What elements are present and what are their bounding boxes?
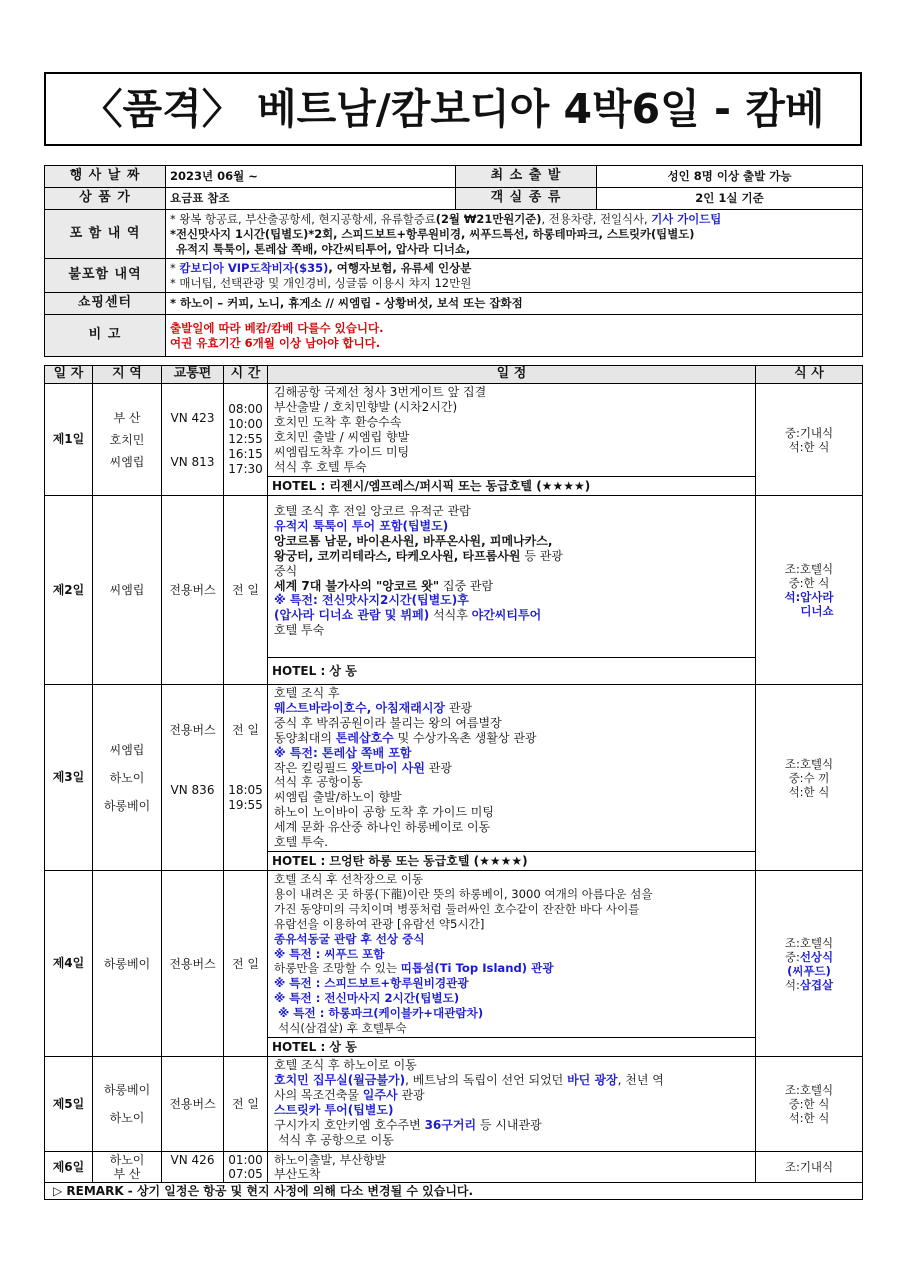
- day5-line-2b: , 베트남의 독립이 선언 되었던: [405, 1072, 568, 1087]
- day4-region: 하롱베이: [93, 871, 162, 1057]
- day3-line-1: 호텔 조식 후: [274, 686, 340, 700]
- day1-schedule: [268, 384, 756, 477]
- day2-line-5: 중식: [274, 563, 298, 578]
- day3-meal-1: 조:호텔식: [784, 756, 834, 771]
- day2-line-4a: 왕궁터, 코끼리테라스, 타케오사원, 타프롬사원: [274, 548, 521, 563]
- day1-times: [224, 384, 268, 496]
- day3-transport: 전용버스: [169, 723, 216, 737]
- day3-time-cell: [224, 685, 268, 871]
- day4-meal-2: [785, 950, 833, 964]
- day6-times: [224, 1152, 268, 1183]
- header-time: 시 간: [224, 366, 268, 384]
- day6-time-2: 07:05: [228, 1167, 263, 1181]
- day5-line-3c: 관광: [397, 1087, 425, 1102]
- excl-line1b: , 여행자보험, 유류세 인상분: [328, 261, 472, 275]
- day4-line-7b: 띠톱섬(Ti Top Island) 관광: [400, 961, 554, 976]
- day6-label: 제6일: [45, 1152, 93, 1183]
- day2-line-9: 호텔 투숙: [274, 623, 325, 638]
- day1-meal-2: 석:한 식: [788, 439, 830, 454]
- note-label: 비 고: [45, 315, 166, 357]
- day3-regions: [93, 685, 162, 871]
- day2-line-2: 유적지 툭툭이 투어 포함(팁별도): [274, 518, 449, 533]
- day5-transport: 전용버스: [162, 1057, 224, 1152]
- day5-meal-1: 조:호텔식: [784, 1083, 834, 1097]
- day1-label: 제1일: [45, 384, 93, 496]
- day2-line-6b: 집중 관람: [439, 578, 494, 593]
- day5-line-5b: 36구거리: [424, 1117, 477, 1132]
- header-transport: 교통편: [162, 366, 224, 384]
- day4-hotel: HOTEL : 상 동: [268, 1038, 756, 1057]
- day1-line-1: 김해공항 국제선 청사 3번게이트 앞 집결: [274, 385, 487, 399]
- day6-line-1: 하노이출발, 부산향발: [274, 1153, 386, 1167]
- day2-line-1: 호텔 조식 후 전일 앙코르 유적군 관람: [274, 504, 471, 518]
- day4-line-3: 가진 동양미의 극치이며 병풍처럼 둘러싸인 호수같이 잔잔한 바다 사이를: [274, 901, 640, 916]
- day6-line-2: 부산도착: [274, 1167, 321, 1181]
- day3-line-8: 씨엠립 출발/하노이 향발: [274, 790, 402, 805]
- day1-time-4: 16:15: [228, 446, 263, 461]
- day1-time-5: 17:30: [228, 461, 263, 476]
- day2-line-4b: 등 관광: [520, 548, 563, 563]
- day1-region-2: 호치민: [109, 432, 145, 447]
- day2-meal-3-text: 석:압사라: [784, 590, 834, 604]
- day2-hotel: HOTEL : 상 동: [268, 658, 756, 685]
- day5-schedule: [268, 1057, 756, 1152]
- incl-label: 포 함 내 역: [45, 210, 166, 259]
- day3-line-6c: 관광: [424, 760, 452, 775]
- day6-schedule: [268, 1152, 756, 1183]
- day3-line-11: 호텔 투숙.: [274, 835, 328, 850]
- day6-meal: 조:기내식: [756, 1152, 863, 1183]
- day5-line-4: 스트릿카 투어(팁별도): [274, 1102, 394, 1117]
- day3-transport-cell: [162, 685, 224, 871]
- day1-line-2: 부산출발 / 호치민향발 (시차2시간): [274, 399, 458, 414]
- day1-time-1: 08:00: [228, 402, 263, 417]
- day5-meals: [756, 1057, 863, 1152]
- page-title: 〈품격〉 베트남/캄보디아 4박6일 - 캄베: [44, 72, 862, 146]
- day1-regions: [93, 384, 162, 496]
- incl-line1b: (2월 ₩21만원기준): [435, 211, 542, 226]
- header-day: 일 자: [45, 366, 93, 384]
- day5-line-1: 호텔 조식 후 하노이로 이동: [274, 1058, 417, 1072]
- day4-label: 제4일: [45, 871, 93, 1057]
- header-region: 지 역: [93, 366, 162, 384]
- day4-transport: 전용버스: [162, 871, 224, 1057]
- day3-meal-3: 석:한 식: [788, 784, 830, 799]
- day5-line-5c: 등 시내관광: [476, 1117, 542, 1132]
- day4-meal-2b: 선상식: [799, 949, 834, 964]
- min-label: 최 소 출 발: [456, 166, 597, 188]
- day4-line-2: 용이 내려온 곳 하롱(下龍)이란 뜻의 하롱베이, 3000 여개의 아름다운 섬을: [274, 886, 653, 901]
- day4-schedule: [268, 871, 756, 1038]
- excl-label: 불포함 내역: [45, 259, 166, 293]
- day2-time: 전 일: [224, 496, 268, 685]
- day3-line-9: 하노이 노이바이 공항 도착 후 가이드 미팅: [274, 805, 494, 820]
- day1-meals: [756, 384, 863, 496]
- excl-line2: * 매너팁, 선택관광 및 개인경비, 싱글룸 이용시 챠지 12만원: [170, 275, 472, 290]
- day4-meal-4b: 삼겹살: [799, 977, 834, 992]
- day5-line-6: 석식 후 공항으로 이동: [278, 1132, 394, 1147]
- day3-region-1: 씨엠립: [109, 742, 145, 757]
- day4-time: 전 일: [224, 871, 268, 1057]
- day5-meal-2: 중:한 식: [788, 1097, 830, 1111]
- incl-line1c: , 전용차량, 전일식사,: [541, 211, 652, 226]
- day3-line-5: ※ 특전: 톤레삽 쪽배 포함: [274, 745, 412, 760]
- day4-line-6: ※ 특전 : 씨푸드 포함: [274, 946, 385, 961]
- day5-line-2d: , 천년 역: [617, 1072, 664, 1087]
- note-line1: 출발일에 따라 베캄/캄베 다를수 있습니다.: [170, 321, 384, 335]
- day5-region-1: 하롱베이: [103, 1083, 151, 1097]
- day3-line-4c: 및 수상가옥촌 생활상 관광: [393, 730, 537, 745]
- day2-transport: 전용버스: [162, 496, 224, 685]
- day4-line-11: 석식(삼겹살) 후 호텔투숙: [278, 1021, 407, 1036]
- day4-meal-3: (씨푸드): [787, 963, 831, 978]
- day3-line-3: 중식 후 박쥐공원이라 불리는 왕의 여름별장: [274, 715, 502, 730]
- day2-line-7: ※ 특전: 전신맛사지2시간(팁별도)후: [274, 593, 469, 608]
- day3-meal-2: 중:수 끼: [788, 770, 830, 785]
- day6-region-2: 부 산: [113, 1167, 141, 1181]
- day2-line-6a: 세계 7대 불가사의 "앙코르 왓": [274, 578, 440, 593]
- day5-line-3b: 일주사: [362, 1087, 398, 1102]
- day3-line-2b: 관광: [445, 700, 473, 715]
- day3-time-2: 19:55: [228, 798, 263, 812]
- day4-line-10: ※ 특전 : 하롱파크(케이블카+대관람차): [278, 1006, 484, 1021]
- day1-flight-1: VN 423: [170, 410, 215, 425]
- day3-region-2: 하노이: [109, 770, 145, 785]
- day1-line-3: 호치민 도착 후 환승수속: [274, 414, 402, 429]
- day5-line-3a: 사의 목조건축물: [274, 1087, 363, 1102]
- day5-label: 제5일: [45, 1057, 93, 1152]
- day2-line-8c: 야간씨티투어: [471, 608, 542, 623]
- day2-region: 씨엠립: [93, 496, 162, 685]
- price-label: 상 품 가: [45, 188, 166, 210]
- header-meal: 식 사: [756, 366, 863, 384]
- day3-region-3: 하롱베이: [103, 798, 151, 813]
- day3-line-10: 세계 문화 유산중 하나인 하롱베이로 이동: [274, 820, 491, 835]
- day3-line-7: 석식 후 공항이동: [274, 775, 363, 790]
- day5-line-2c: 바딘 광장: [567, 1072, 618, 1087]
- date-value: 2023년 06월 ~: [166, 166, 456, 188]
- day3-line-4a: 동양최대의: [274, 730, 336, 745]
- day1-time-3: 12:55: [228, 432, 263, 447]
- incl-value: [166, 210, 863, 259]
- day3-line-4b: 톤레삽호수: [335, 730, 394, 745]
- day4-line-8: ※ 특전 : 스피드보트+항루원비경관광: [274, 976, 469, 991]
- day1-region-1: 부 산: [113, 410, 141, 425]
- day4-line-1: 호텔 조식 후 선착장으로 이동: [274, 872, 424, 886]
- day2-meal-1: 조:호텔식: [784, 562, 834, 576]
- day3-label: 제3일: [45, 685, 93, 871]
- day1-region-3: 씨엠립: [109, 454, 145, 469]
- day4-meal-4: [785, 978, 833, 992]
- price-value: 요금표 참조: [166, 188, 456, 210]
- room-label: 객 실 종 류: [456, 188, 597, 210]
- day2-line-8b: 석식후: [429, 608, 472, 623]
- note-value: [166, 315, 863, 357]
- day4-meal-4a: 석:: [784, 977, 800, 992]
- day3-line-2a: 웨스트바라이호수, 아침재래시장: [274, 700, 446, 715]
- day2-line-3: 앙코르톰 남문, 바이욘사원, 바푸온사원, 피메나카스,: [274, 533, 553, 548]
- shop-label: 쇼핑센터: [45, 293, 166, 315]
- day5-regions: [93, 1057, 162, 1152]
- remark: ▷ REMARK - 상기 일정은 항공 및 현지 사정에 의해 다소 변경될 수 있습니다.: [45, 1183, 863, 1200]
- day2-meals: [756, 496, 863, 685]
- day1-flights: [162, 384, 224, 496]
- day2-schedule: [268, 496, 756, 658]
- day3-line-6a: 작은 킬링필드: [274, 760, 352, 775]
- day3-time: 전 일: [232, 723, 259, 737]
- excl-value: [166, 259, 863, 293]
- day5-line-2a: 호치민 집무실(월금불가): [274, 1072, 406, 1087]
- day6-flight: VN 426: [162, 1152, 224, 1183]
- excl-prefix: *: [170, 261, 180, 275]
- day1-line-5: 씨엠립도착후 가이드 미팅: [274, 444, 410, 459]
- day2-meal-3: [784, 590, 833, 604]
- day5-line-5a: 구시가지 호안키엠 호수주변: [274, 1117, 425, 1132]
- incl-line3: 유적지 툭툭이, 톤레삽 쪽배, 야간씨티투어, 압사라 디너쇼,: [176, 241, 471, 256]
- day1-hotel: HOTEL : 리젠시/엠프레스/퍼시픽 또는 동급호텔 (★★★★): [268, 477, 756, 496]
- day3-schedule: [268, 685, 756, 852]
- day1-time-2: 10:00: [228, 417, 263, 432]
- day6-regions: [93, 1152, 162, 1183]
- day1-line-4: 호치민 출발 / 씨엠립 향발: [274, 429, 410, 444]
- day1-flight-2: VN 813: [170, 454, 215, 469]
- room-value: 2인 1실 기준: [597, 188, 863, 210]
- day2-meal-2: 중:한 식: [788, 576, 830, 590]
- day4-line-5: 종유석동굴 관람 후 선상 중식: [274, 931, 425, 946]
- day4-line-7a: 하롱만을 조망할 수 있는: [274, 961, 401, 976]
- excl-line1a: 캄보디아 VIP도착비자($35): [179, 261, 329, 275]
- day2-label: 제2일: [45, 496, 93, 685]
- day1-line-6: 석식 후 호텔 투숙: [274, 459, 367, 474]
- day2-meal-4: 디너쇼: [800, 604, 834, 618]
- day1-meal-1: 중:기내식: [784, 425, 834, 440]
- day3-time-1: 18:05: [228, 783, 263, 797]
- day5-region-2: 하노이: [109, 1111, 145, 1125]
- date-label: 행 사 날 짜: [45, 166, 166, 188]
- day4-line-9: ※ 특전 : 전신마사지 2시간(팁별도): [274, 991, 460, 1006]
- incl-line1d: 기사 가이드팁: [651, 211, 722, 226]
- info-table: [44, 165, 863, 357]
- day4-line-4: 유람선을 이용하여 관광 [유람선 약5시간]: [274, 916, 485, 931]
- day3-meals: [756, 685, 863, 871]
- day3-flight: VN 836: [170, 783, 215, 797]
- day4-meal-1: 조:호텔식: [784, 935, 834, 950]
- shop-value: * 하노이 – 커피, 노니, 휴게소 // 씨엠립 - 상황버섯, 보석 또는 잡화점: [166, 293, 863, 315]
- day6-time-1: 01:00: [228, 1153, 263, 1167]
- note-line2: 여권 유효기간 6개월 이상 남아야 합니다.: [170, 335, 381, 350]
- header-schedule: 일 정: [268, 366, 756, 384]
- day6-region-1: 하노이: [109, 1153, 145, 1167]
- schedule-table: [44, 365, 863, 1200]
- day5-time: 전 일: [224, 1057, 268, 1152]
- day3-line-6b: 왓트마이 사원: [351, 760, 425, 775]
- min-value: 성인 8명 이상 출발 가능: [597, 166, 863, 188]
- day2-line-8a: (압사라 디너쇼 관람 및 뷔페): [274, 608, 430, 623]
- day4-meal-2a: 중:: [784, 949, 800, 964]
- day4-meals: [756, 871, 863, 1057]
- day3-hotel: HOTEL : 므엉탄 하롱 또는 동급호텔 (★★★★): [268, 852, 756, 871]
- incl-line2: *전신맛사지 1시간(팁별도)*2회, 스피드보트+항루원비경, 씨푸드특선, 하롱테마파크, 스트릿카(팁별도): [170, 226, 695, 241]
- day5-meal-3: 석:한 식: [788, 1111, 830, 1125]
- incl-line1a: * 왕복 항공료, 부산출공항세, 현지공항세, 유류할증료: [170, 211, 436, 226]
